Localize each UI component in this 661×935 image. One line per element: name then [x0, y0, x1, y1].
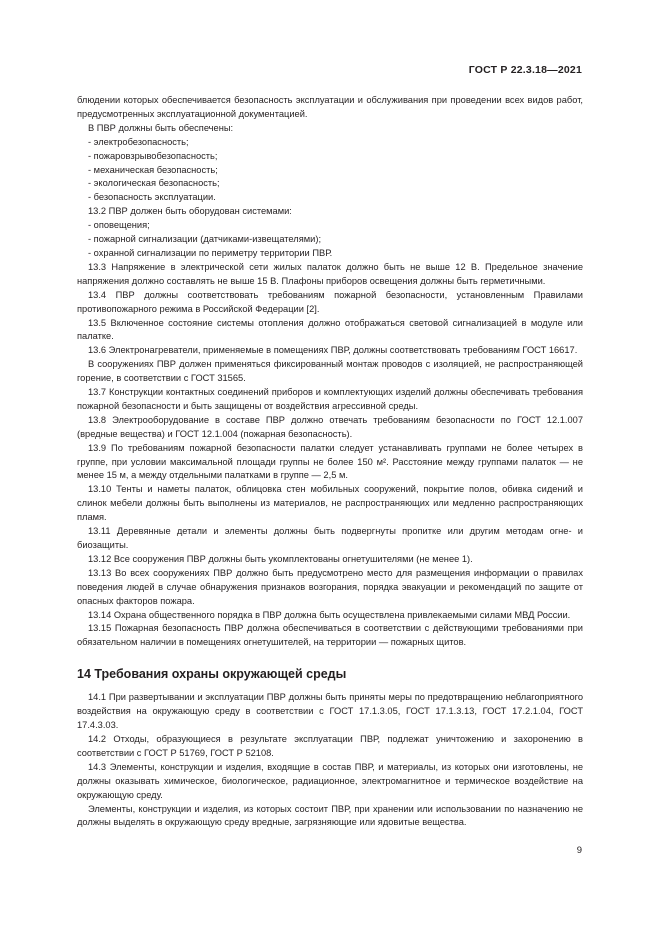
list-item: - пожарной сигнализации (датчиками-извещателями);: [88, 234, 322, 245]
list-item: - экологическая безопасность;: [88, 178, 220, 189]
list-item: - электробезопасность;: [88, 136, 189, 147]
paragraph: 14.1 При развертывании и эксплуатации ПВР должны быть приняты меры по предотвращению неблагоприятного воздействия на окружающую среду в соответствии с ГОСТ 17.1.3.05, ГОСТ 17.1.3.13, ГОСТ 17.2.1.04, ГОСТ 17.4.3.03.: [77, 692, 583, 731]
list-item: - охранной сигнализации по периметру территории ПВР.: [88, 247, 333, 258]
paragraph: 13.10 Тенты и наметы палаток, облицовка стен мобильных сооружений, покрытие полов, обивка сидений и слинок мебели должны быть выполнены из материалов, не распространяющих или медленно распространяющих пламя.: [77, 484, 583, 523]
paragraph: 13.13 Во всех сооружениях ПВР должно быть предусмотрено место для размещения информации о правилах поведения людей в случае обнаружения признаков возгорания, порядка эвакуации и рекомендаций по защите от опасных факторов пожара.: [77, 567, 583, 606]
list-item: - безопасность эксплуатации.: [88, 192, 216, 203]
paragraph: 13.14 Охрана общественного порядка в ПВР должна быть осуществлена привлекаемыми силами МВД России.: [88, 609, 571, 620]
paragraph: Элементы, конструкции и изделия, из которых состоит ПВР, при хранении или использовании по назначению не должны выделять в окружающую среду вредные, загрязняющие или ядовитые вещества.: [77, 803, 583, 828]
page-content: [77, 94, 583, 830]
paragraph: 13.5 Включенное состояние системы отопления должно отображаться световой сигнализацией в модуле или палатке.: [77, 317, 583, 342]
paragraph: 13.8 Электрооборудование в составе ПВР должно отвечать требованиям безопасности по ГОСТ 12.1.007 (вредные вещества) и ГОСТ 12.1.004 (пожарная безопасность).: [77, 414, 583, 439]
paragraph: 13.9 По требованиям пожарной безопасности палатки следует устанавливать группами не более четырех в группе, при условии максимальной площади группы не более 150 м². Расстояние между группами палаток — не менее 15 м, а между отдельными палатками в группе — 2,5 м.: [77, 442, 583, 481]
paragraph: 13.2 ПВР должен быть оборудован системами:: [88, 206, 292, 217]
paragraph: В ПВР должны быть обеспечены:: [88, 122, 234, 133]
paragraph: 14.3 Элементы, конструкции и изделия, входящие в состав ПВР, и материалы, из которых они изготовлены, не должны оказывать химическое, биологическое, радиационное, электромагнитное и термическое воздействие на окружающую среду.: [77, 761, 583, 800]
list-item: - пожаровзрывобезопасность;: [88, 150, 218, 161]
paragraph: 13.3 Напряжение в электрической сети жилых палаток должно быть не выше 12 В. Предельное значение напряжения должно составлять не выше 15 В. Плафоны приборов освещения должны быть герметичными.: [77, 261, 583, 286]
paragraph: 13.15 Пожарная безопасность ПВР должна обеспечиваться в соответствии с действующими требованиями при обязательном наличии в помещениях огнетушителей, на территории — пожарных щитов.: [77, 623, 583, 648]
paragraph: 14.2 Отходы, образующиеся в результате эксплуатации ПВР, подлежат уничтожению и захоронению в соответствии с ГОСТ Р 51769, ГОСТ Р 52108.: [77, 733, 583, 758]
list-item: - оповещения;: [88, 220, 150, 231]
paragraph: 13.4 ПВР должны соответствовать требованиям пожарной безопасности, установленным Правилами противопожарного режима в Российской Федерации [2].: [77, 289, 583, 314]
page-number: 9: [576, 845, 582, 856]
document-code: ГОСТ Р 22.3.18—2021: [468, 64, 582, 76]
paragraph: 13.11 Деревянные детали и элементы должны быть подвергнуты пропитке или другим методам огне- и биозащиты.: [77, 526, 583, 550]
paragraph: 13.12 Все сооружения ПВР должны быть укомплектованы огнетушителями (не менее 1).: [88, 553, 473, 564]
list-item: - механическая безопасность;: [88, 164, 218, 175]
paragraph: 13.7 Конструкции контактных соединений приборов и комплектующих изделий должны обеспечивать требования пожарной безопасности и быть защищены от воздействия агрессивной среды.: [77, 387, 583, 411]
paragraph: В сооружениях ПВР должен применяться фиксированный монтаж проводов с изоляцией, не распространяющей горение, в соответствии с ГОСТ 31565.: [77, 359, 583, 384]
paragraph: блюдении которых обеспечивается безопасность эксплуатации и обслуживания при проведении всех видов работ, предусмотренных эксплуатационной документацией.: [77, 95, 583, 119]
paragraph: 13.6 Электронагреватели, применяемые в помещениях ПВР, должны соответствовать требованиям ГОСТ 16617.: [88, 345, 578, 356]
section-heading: 14 Требования охраны окружающей среды: [77, 667, 347, 682]
